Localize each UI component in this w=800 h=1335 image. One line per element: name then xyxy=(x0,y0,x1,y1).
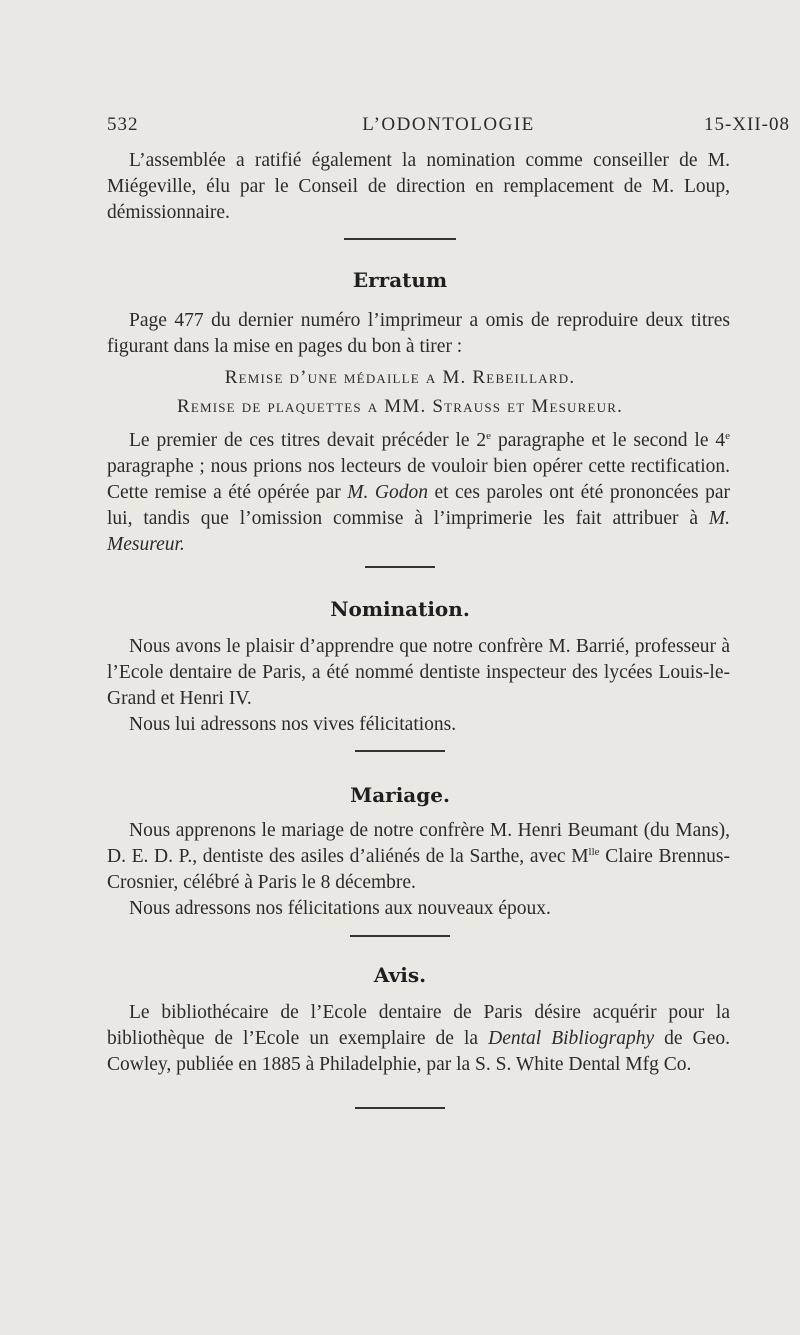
divider-rule xyxy=(365,566,435,568)
nomination-paragraph: Nous avons le plaisir d’apprendre que notre confrère M. Barrié, professeur à l’Ecole dentaire de Paris, a été nommé dentiste inspecteur des lycées Louis-le-Grand et Henri IV. Nous lui adressons nos vives félicitations. xyxy=(107,636,730,735)
avis-paragraph: Le bibliothécaire de l’Ecole dentaire de Paris désire acquérir pour la bibliothèque de l’Ecole un exemplaire de la Dental Bibliography de Geo. Cowley, publiée en 1885 à Philadelphie, par la S. S. White Dental Mfg Co. xyxy=(107,1002,730,1075)
issue-date: 15-XII-08 xyxy=(703,114,790,135)
mariage-paragraph: Nous apprenons le mariage de notre confrère M. Henri Beumant (du Mans), D. E. D. P., dentiste des asiles d’aliénés de la Sarthe, avec $M^{lle}$ Claire Brennus-Crosnier, célébré à Paris le 8 décembre. Nous adressons nos félicitations aux nouveaux époux. xyxy=(107,820,730,919)
erratum-title-2: Remise de plaquettes a MM. Strauss et Mesureur. xyxy=(176,396,624,417)
erratum-paragraph-2: Le premier de ces titres devait précéder le 2e paragraphe et le second le 4e paragraphe ; nous prions nos lecteurs de vouloir bien opérer cette rectification. Cette remise a été opérée par M. Godon et ces paroles ont été prononcées par lui, tandis que l’omission commise à l’imprimerie les fait attribuer à M. Mesureur. xyxy=(107,430,731,555)
page-number: 532 xyxy=(107,114,139,135)
running-header xyxy=(107,114,790,142)
journal-title: L’ODONTOLOGIE xyxy=(362,114,535,135)
avis-heading: Avis. xyxy=(373,963,427,987)
divider-rule xyxy=(350,935,450,937)
divider-rule xyxy=(344,238,456,240)
intro-paragraph: L’assemblée a ratifié également la nomination comme conseiller de M. Miégeville, élu par le Conseil de direction en remplacement de M. Loup, démissionnaire. xyxy=(107,150,730,223)
mariage-heading: Mariage. xyxy=(350,783,450,807)
erratum-paragraph: Page 477 du dernier numéro l’imprimeur a omis de reproduire deux titres figurant dans la mise en pages du bon à tirer : xyxy=(107,310,730,357)
erratum-title-1: Remise d’une médaille a M. Rebeillard. xyxy=(224,367,576,388)
nomination-heading: Nomination. xyxy=(330,597,470,621)
erratum-heading: Erratum xyxy=(352,268,448,292)
divider-rule xyxy=(355,1107,445,1109)
divider-rule xyxy=(355,750,445,752)
